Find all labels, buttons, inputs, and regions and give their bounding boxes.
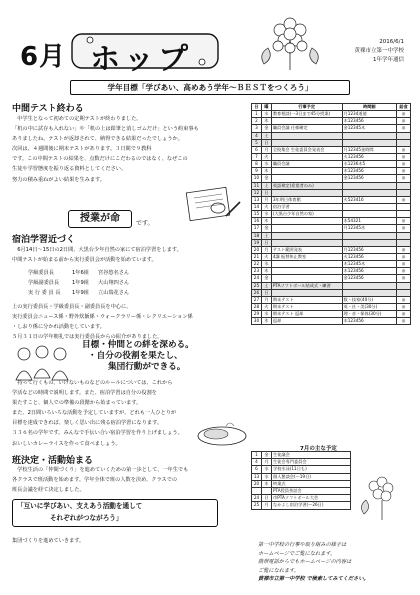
july-weekday: 木	[262, 480, 272, 487]
newsletter-name: ホップ	[90, 42, 192, 77]
col-lunch: 給食	[397, 104, 411, 111]
schedule-lunch	[397, 239, 411, 246]
schedule-weekday: 木	[261, 168, 271, 175]
schedule-weekday: 月	[261, 146, 271, 153]
schedule-row	[252, 218, 411, 225]
schedule-event	[271, 239, 342, 246]
schedule-day: 16	[252, 218, 262, 225]
groups-closing: 集団づくりを進めていきます。	[12, 538, 85, 544]
schedule-event	[271, 218, 342, 225]
schedule-weekday: 金	[261, 125, 271, 132]
schedule-row	[252, 296, 411, 303]
groups-body	[12, 465, 188, 495]
schedule-day: 9	[252, 168, 262, 175]
july-event: 終業式	[272, 480, 351, 487]
schedule-row	[252, 232, 411, 239]
note-line: 第一中学校の行事や取り組みの様子は	[258, 542, 347, 548]
schedule-row	[252, 175, 411, 182]
july-day: 6	[252, 466, 262, 473]
schedule-event: 期末テスト	[271, 296, 342, 303]
hydrangea-icon	[250, 8, 330, 74]
schedule-weekday: 土	[261, 282, 271, 289]
schedule-event: (大黒台少年自然の家)	[271, 211, 342, 218]
schedule-timetable: 木54321	[342, 218, 397, 225]
schedule-weekday: 木	[261, 268, 271, 275]
schedule-weekday: 月	[261, 296, 271, 303]
july-row	[252, 480, 351, 487]
july-day: 25	[252, 502, 262, 509]
july-day: 20	[252, 480, 262, 487]
schedule-lunch	[397, 232, 411, 239]
schedule-timetable	[342, 232, 397, 239]
training-line: 学活などの時間で説明します。また、宿泊学習は自分の役割を	[12, 390, 157, 397]
schedule-timetable: 木123456	[342, 168, 397, 175]
schedule-row	[252, 132, 411, 139]
header-meta	[354, 38, 404, 65]
schedule-weekday: 日	[261, 239, 271, 246]
schedule-timetable: 水1236木5	[342, 161, 397, 168]
schedule-row	[252, 125, 411, 132]
schedule-day: 15	[252, 211, 262, 218]
schedule-timetable: 英・社・美(30分)	[342, 303, 397, 310]
midterm-line: ありましたね。テストが返却されて、納得できる結果だったでしょうか。	[12, 136, 183, 143]
july-day	[252, 487, 262, 494]
schedule-day: 11	[252, 182, 262, 189]
schedule-timetable: 火123456	[342, 253, 397, 260]
schedule-event	[271, 275, 342, 282]
schedule-timetable: 火123456	[342, 153, 397, 160]
schedule-event	[271, 268, 342, 275]
training-line: ５月３１日の学年朝礼では実行委員長からの紹介がありました。	[12, 334, 163, 341]
schedule-event: 職員会議	[271, 161, 342, 168]
july-weekday: 日	[262, 495, 272, 502]
july-row	[252, 487, 351, 494]
schedule-lunch: ◎	[397, 161, 411, 168]
homepage-note	[258, 541, 369, 584]
schedule-event: 期末テスト 返却	[271, 311, 342, 318]
midterm-line: 生徒や学習態度を振り返る資料としてください。	[12, 166, 127, 173]
schedule-weekday: 木	[261, 118, 271, 125]
schedule-row	[252, 161, 411, 168]
schedule-timetable: 理・音・保体(30分)	[342, 311, 397, 318]
schedule-event: 期末テスト	[271, 303, 342, 310]
test-paper-icon	[182, 186, 244, 230]
schedule-day: 22	[252, 261, 262, 268]
schedule-lunch: ◎	[397, 175, 411, 182]
training-line: 6月14日～15日の2日間、大黒台少年自然の家にて宿泊学習をします。	[12, 247, 182, 253]
schedule-day: 24	[252, 275, 262, 282]
schedule-row	[252, 261, 411, 268]
schedule-row	[252, 168, 411, 175]
school-name: 黄裸市立第一中学校	[354, 48, 404, 54]
july-day: 13	[252, 473, 262, 480]
schedule-day: 8	[252, 161, 262, 168]
schedule-timetable: 月123456	[342, 246, 397, 253]
schedule-row	[252, 182, 411, 189]
month-label: 6月	[20, 42, 67, 72]
schedule-weekday: 金	[261, 225, 271, 232]
schedule-event	[271, 289, 342, 296]
schedule-weekday: 土	[261, 182, 271, 189]
schedule-timetable	[342, 189, 397, 196]
schedule-day: 26	[252, 289, 262, 296]
col-timetable: 時間割	[342, 104, 397, 111]
schedule-row	[252, 225, 411, 232]
groups-line: 各クラスで班活動を始めます。学年全体で班の人数を決め、クラスでの	[12, 477, 178, 484]
schedule-event: 返却	[271, 318, 342, 325]
schedule-row	[252, 311, 411, 318]
schedule-row	[252, 246, 411, 253]
schedule-row	[252, 139, 411, 146]
schedule-lunch	[397, 289, 411, 296]
schedule-lunch: ◎	[397, 196, 411, 203]
schedule-row	[252, 146, 411, 153]
schedule-timetable: 月12345金時間	[342, 146, 397, 153]
schedule-event	[271, 132, 342, 139]
grade-goal: 学年目標「学びあい、高めあう学年～ＢＥＳＴをつくろう」	[70, 80, 350, 95]
schedule-lunch: ◎	[397, 125, 411, 132]
schedule-day: 3	[252, 125, 262, 132]
col-event: 行事予定	[271, 104, 342, 111]
quote-line: 「互いに学びあい、支えあう活動を通して	[17, 502, 143, 510]
schedule-row	[252, 275, 411, 282]
schedule-timetable: 数・技家(40分)	[342, 296, 397, 303]
curry-icon	[196, 418, 248, 452]
schedule-row	[252, 111, 411, 118]
july-day: 24	[252, 495, 262, 502]
july-row	[252, 466, 351, 473]
schedule-lunch	[397, 203, 411, 210]
training-line: ・しおり係に分かれ活動をしています。	[12, 324, 105, 331]
schedule-row	[252, 211, 411, 218]
schedule-row	[252, 303, 411, 310]
schedule-day: 23	[252, 268, 262, 275]
schedule-day: 21	[252, 253, 262, 260]
july-day: 4	[252, 459, 262, 466]
schedule-lunch: ◎	[397, 318, 411, 325]
schedule-timetable	[342, 289, 397, 296]
schedule-lunch	[397, 211, 411, 218]
schedule-lunch: ◎	[397, 268, 411, 275]
schedule-lunch	[397, 139, 411, 146]
july-row	[252, 495, 351, 502]
schedule-row	[252, 118, 411, 125]
july-event: 市PTAソフトボール大会	[272, 495, 351, 502]
schedule-timetable: 木12345木	[342, 261, 397, 268]
july-event: PTA役員茶話会	[272, 487, 351, 494]
schedule-timetable	[342, 139, 397, 146]
schedule-day: 6	[252, 146, 262, 153]
schedule-event	[271, 153, 342, 160]
schedule-day: 14	[252, 203, 262, 210]
badge-suffix: です。	[136, 220, 154, 227]
schedule-lunch	[397, 282, 411, 289]
midterm-line: 努力の積み重ねがよい結果を生みます。	[12, 176, 105, 183]
schedule-lunch: ◎	[397, 218, 411, 225]
midterm-line: 次回は、４週間後に期末テストがあります。３日間で９教科	[12, 146, 152, 153]
schedule-timetable	[342, 182, 397, 189]
schedule-event	[271, 175, 342, 182]
july-event: 生徒議会	[272, 452, 351, 459]
july-row	[252, 502, 351, 509]
schedule-lunch	[397, 182, 411, 189]
slogan-line: ・自分の役割を果たし、	[88, 351, 183, 361]
schedule-row	[252, 289, 411, 296]
training-line: 果たすこと、個人での準備の段階から始まっています。	[12, 400, 142, 407]
col-day: 日	[252, 104, 262, 111]
schedule-event	[271, 118, 342, 125]
schedule-weekday: 土	[261, 232, 271, 239]
schedule-row	[252, 253, 411, 260]
training-line: 上の実行委員長・学級委員長・副委員長を中心に、	[12, 304, 132, 310]
midterm-line: です。この中間テストの結果を、点数だけにこだわるのではなく、なぜこの	[12, 156, 188, 163]
training-title: 宿泊学習近づく	[12, 235, 76, 245]
schedule-event	[271, 232, 342, 239]
schedule-event: PTAソフトボール結成式・練習	[271, 282, 342, 289]
schedule-lunch: ◎	[397, 153, 411, 160]
committee-row: 実 行 委 員 長 1年9組 立山瑞花さん	[28, 290, 130, 297]
schedule-day: 12	[252, 189, 262, 196]
training-line: また、2日間いろいろな活動を予定していますが、どれも一人ひとりが	[12, 410, 177, 417]
schedule-weekday: 水	[261, 161, 271, 168]
schedule-event: 全校集会 生徒委員会発表会	[271, 146, 342, 153]
july-weekday: 水	[262, 473, 272, 480]
schedule-day: 19	[252, 239, 262, 246]
schedule-row	[252, 189, 411, 196]
note-line: ホームページでご覧になれます。	[258, 550, 336, 557]
note-line: ご覧になれます。	[258, 567, 300, 574]
schedule-day: 10	[252, 175, 262, 182]
july-day: 1	[252, 452, 262, 459]
schedule-row	[252, 196, 411, 203]
schedule-event	[271, 139, 342, 146]
schedule-weekday: 土	[261, 132, 271, 139]
committee-row: 学級委員長 1年6組 宮谷悠名さん	[28, 270, 130, 276]
schedule-day: 30	[252, 318, 262, 325]
schedule-header-row	[252, 104, 411, 111]
schedule-day: 7	[252, 153, 262, 160]
schedule-day: 5	[252, 139, 262, 146]
schedule-lunch: ◎	[397, 146, 411, 153]
schedule-weekday: 水	[261, 261, 271, 268]
july-row	[252, 473, 351, 480]
slogan-line: 集団行動ができる。	[108, 362, 186, 372]
midterm-line: 中学生となって初めての定期テストが終わりました。	[12, 116, 142, 122]
training-slogan	[82, 340, 194, 373]
schedule-lunch: ◎	[397, 296, 411, 303]
schedule-day: 17	[252, 225, 262, 232]
july-event: なかよし宿泊学習(～26日)	[272, 502, 351, 509]
july-event: 学校水泳(11日も)	[272, 466, 351, 473]
schedule-lunch: ◎	[397, 111, 411, 118]
schedule-lunch: ◎	[397, 168, 411, 175]
class-name: 1年学年通信	[373, 57, 404, 63]
schedule-weekday: 木	[261, 318, 271, 325]
schedule-row	[252, 282, 411, 289]
schedule-day: 2	[252, 118, 262, 125]
midterm-body	[12, 114, 199, 185]
schedule-event: テスト範囲発表	[271, 246, 342, 253]
hydrangea-small-icon	[356, 470, 406, 526]
schedule-row	[252, 318, 411, 325]
schedule-lunch: ◎	[397, 246, 411, 253]
groups-line: 学校生活の「仲間づくり」を進めていくための第一歩として、一年生でも	[12, 467, 189, 473]
groups-line: 班長会議を経て決定しました。	[12, 487, 85, 494]
schedule-day: 20	[252, 246, 262, 253]
schedule-lunch: ◎	[397, 303, 411, 310]
groups-quote	[12, 499, 218, 527]
schedule-weekday: 水	[261, 211, 271, 218]
schedule-weekday: 火	[261, 203, 271, 210]
committee-list	[28, 268, 129, 298]
schedule-weekday: 月	[261, 196, 271, 203]
schedule-timetable	[342, 239, 397, 246]
schedule-day: 4	[252, 132, 262, 139]
training-intro	[12, 245, 182, 265]
schedule-lunch: ◎	[397, 261, 411, 268]
july-weekday: 月	[262, 459, 272, 466]
schedule-timetable: 木123456	[342, 118, 397, 125]
schedule-day: 29	[252, 311, 262, 318]
schedule-row	[252, 268, 411, 275]
schedule-weekday: 金	[261, 275, 271, 282]
july-weekday	[262, 487, 272, 494]
july-weekday: 水	[262, 466, 272, 473]
schedule-event	[271, 168, 342, 175]
schedule-lunch: ◎	[397, 225, 411, 232]
schedule-event: 3年明日体育館	[271, 196, 342, 203]
schedule-day: 18	[252, 232, 262, 239]
schedule-timetable: 金123456	[342, 275, 397, 282]
schedule-weekday: 日	[261, 189, 271, 196]
schedule-timetable: 金12345木	[342, 125, 397, 132]
schedule-day: 25	[252, 282, 262, 289]
schedule-day: 28	[252, 303, 262, 310]
midterm-title: 中間テスト終わる	[12, 104, 84, 114]
schedule-timetable: 木123456	[342, 268, 397, 275]
schedule-weekday: 月	[261, 246, 271, 253]
schedule-event: 職員会議 仕様確定	[271, 125, 342, 132]
schedule-weekday: 日	[261, 139, 271, 146]
schedule-lunch	[397, 132, 411, 139]
issue-date: 2016/6/1	[379, 39, 404, 45]
schedule-event	[271, 189, 342, 196]
july-weekday: 金	[262, 452, 272, 459]
july-weekday: 月	[262, 502, 272, 509]
schedule-day: 27	[252, 296, 262, 303]
schedule-lunch: ◎	[397, 118, 411, 125]
schedule-event: 宿泊学習	[271, 203, 342, 210]
schedule-row	[252, 153, 411, 160]
schedule-row	[252, 239, 411, 246]
newsletter-logo	[70, 30, 220, 77]
july-event: 生徒会専門委員会	[272, 459, 351, 466]
groups-title: 班決定・活動始まる	[12, 456, 94, 466]
schedule-weekday: 火	[261, 153, 271, 160]
schedule-weekday: 金	[261, 175, 271, 182]
schedule-timetable: 火523416	[342, 196, 397, 203]
schedule-weekday: 火	[261, 303, 271, 310]
schedule-weekday: 木	[261, 218, 271, 225]
schedule-weekday: 日	[261, 289, 271, 296]
schedule-timetable	[342, 282, 397, 289]
schedule-timetable: 木123456	[342, 318, 397, 325]
schedule-lunch	[397, 189, 411, 196]
training-line: おいしいカレーライスを作って食べましょう。	[12, 440, 121, 447]
schedule-day: 13	[252, 196, 262, 203]
july-row	[252, 452, 351, 459]
schedule-event	[271, 261, 342, 268]
schedule-timetable	[342, 132, 397, 139]
schedule-lunch: ◎	[397, 275, 411, 282]
schedule-timetable: 月12345木	[342, 225, 397, 232]
schedule-timetable	[342, 203, 397, 210]
midterm-line: 「机の中に試存も入れない」や「机の上は鉛筆と消しゴムだけ」という約束事も	[12, 126, 199, 133]
schedule-lunch: ◎	[397, 311, 411, 318]
schedule-timetable: 金123456	[342, 175, 397, 182]
schedule-event: 教育相談(一3日まで45分授業)	[271, 111, 342, 118]
schedule-timetable	[342, 211, 397, 218]
schedule-row	[252, 203, 411, 210]
schedule-event: 4講 振替休止教室	[271, 253, 342, 260]
note-line: 黄裸市立第一中学校 で検索してみてください。	[258, 576, 369, 582]
schedule-weekday: 水	[261, 111, 271, 118]
training-detail	[12, 302, 193, 342]
quote-line: それぞれがつながろう」	[17, 514, 123, 522]
training-rules	[12, 378, 183, 449]
july-schedule-table	[251, 451, 351, 510]
schedule-day: 1	[252, 111, 262, 118]
col-weekday: 曜	[261, 104, 271, 111]
schedule-event	[271, 225, 342, 232]
class-is-life-badge: 授業が命	[68, 210, 132, 228]
training-line: 目標を達成できれば、楽しく思い出に残る宿泊学習になります。	[12, 420, 163, 427]
july-event: 個人懇談会(～19日)	[272, 473, 351, 480]
july-title: 7月の主な予定	[300, 446, 337, 452]
schedule-lunch: ◎	[397, 253, 411, 260]
schedule-event: 英語検定(希望者のみ)	[271, 182, 342, 189]
july-row	[252, 459, 351, 466]
committee-row: 学級副委員長 1年9組 大山翔四さん	[28, 280, 130, 287]
june-schedule-table	[251, 103, 411, 325]
training-line: 中間テストが始まる前から実行委員会が活動を始めています。	[12, 257, 157, 264]
slogan-line: 目標・仲間との絆を深める。	[82, 340, 194, 350]
training-line: 実行委員会ニュース係・野外炊飯係・ウォークラリー係・レクリエーション係	[12, 314, 193, 321]
training-line: ３３６名の学年です。みんなで手伝い合い宿泊学習を作り上げましょう。	[12, 430, 183, 437]
schedule-weekday: 水	[261, 311, 271, 318]
note-line: 携帯電話からでもホームページの内容は	[258, 559, 352, 565]
training-line: 持って行くもの、いけないものなどのルールについては、これから	[12, 380, 173, 386]
schedule-weekday: 火	[261, 253, 271, 260]
schedule-timetable: 月1234道徳	[342, 111, 397, 118]
